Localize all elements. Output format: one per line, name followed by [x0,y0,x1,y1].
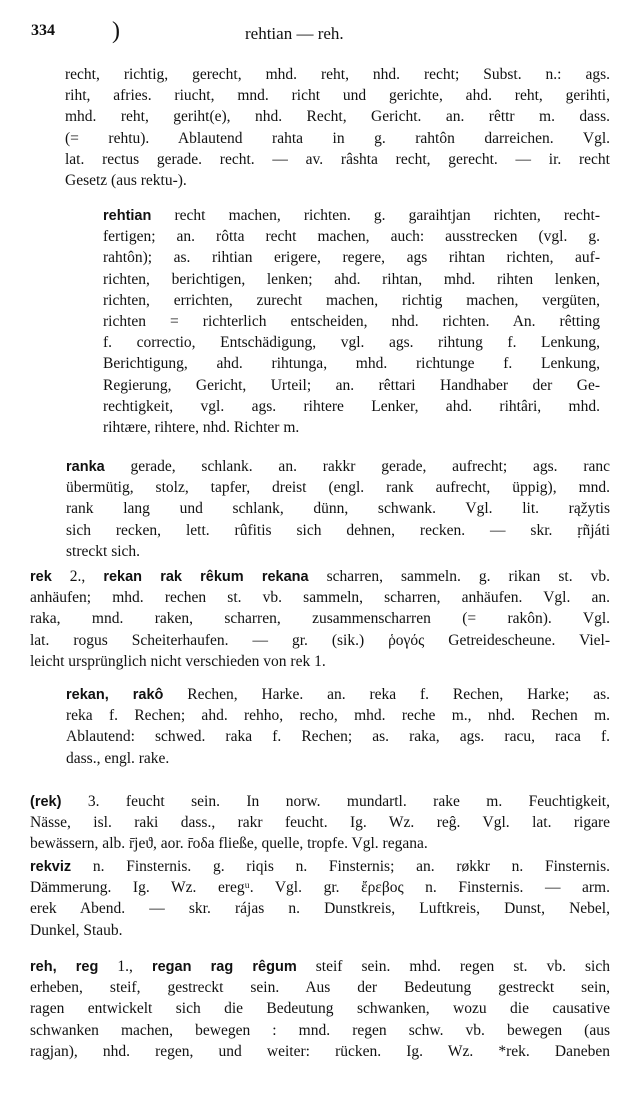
text-segment: riht, afries. riucht, mnd. richt und gerichte, ahd. reht, gerihti, [65,87,610,105]
text-segment: Nässe, isl. raki dass., rakr feucht. Ig. Wz. reĝ. Vgl. lat. rigare [30,814,610,832]
text-line [103,375,600,396]
text-segment: Gesetz (aus rektu-). [65,171,187,189]
text-line [103,226,600,247]
text-segment: streckt sich. [66,542,141,560]
text-segment: rahtôn); as. rihtian erigere, regere, ags rihtan richten, auf- [103,249,600,267]
headword: ranka [66,459,105,475]
headword: rek [30,569,52,585]
text-line [30,920,610,941]
text-segment: rihtære, rihtere, nhd. Richter m. [103,418,300,436]
entry-reh [30,956,610,1062]
text-line [103,311,600,332]
text-segment: schwanken machen, bewegen : mnd. regen schw. vb. bewegen (aus [30,1021,610,1039]
text-segment: mhd. reht, geriht(e), nhd. Recht, Gericht. an. rêttr m. dass. [65,108,610,126]
headword: (rek) [30,794,62,810]
text-segment: Berichtigung, ahd. rihtunga, mhd. richtunge f. Lenkung, [103,355,600,373]
text-line [30,812,610,833]
text-segment: sich recken, lett. rûfitis sich dehnen, recken. — skr. ṛñjáti [66,521,610,539]
text-line [103,269,600,290]
text-line [103,396,600,417]
text-line [66,541,610,562]
entry-rek-2 [30,566,610,672]
text-segment: erek Abend. — skr. rájas n. Dunstkreis, Luftkreis, Dunst, Nebel, [30,900,610,918]
text-line [30,566,610,587]
text-segment: ragen entwickelt sich die Bedeutung schwanken, wozu die causative [30,1000,610,1018]
text-segment: steif sein. mhd. regen st. vb. sich [296,958,610,975]
headword: rekan, rakô [66,687,164,703]
entry-rehtian [103,205,600,438]
text-segment: f. correctio, Entschädigung, vgl. ags. rihtung f. Lenkung, [103,334,600,352]
text-segment: rechtigkeit, vgl. ags. rihtere Lenker, ahd. rihtâri, mhd. [103,397,600,415]
text-segment: 1., [98,958,152,975]
text-line [65,128,610,149]
text-line [103,205,600,226]
text-segment: erheben, steif, gestreckt sein. Aus der Bedeutung gestreckt sein, [30,979,610,997]
text-segment: richten, berichtigen, lenken; ahd. rihtan, mhd. rihten lenken, [103,270,600,288]
headword: reh, reg [30,959,99,975]
headword: rekviz [30,859,72,875]
text-line [103,290,600,311]
text-segment: rank lang und schlank, dünn, schwank. Vgl. lit. rąžytis [66,500,610,518]
text-segment: lat. rectus gerade. recht. — av. râshta recht, gerecht. — ir. recht [65,150,610,168]
text-line [66,726,610,747]
text-segment: dass., engl. rake. [66,749,170,767]
text-line [103,332,600,353]
text-line [30,856,610,877]
headword: rehtian [103,208,152,224]
text-line [103,247,600,268]
text-line [30,877,610,898]
text-segment: gerade, schlank. an. rakkr gerade, aufrecht; ags. ranc [104,458,610,475]
text-segment: Dämmerung. Ig. Wz. eregᵘ. Vgl. gr. ἔρεβος n. Finsternis. — arm. [30,879,610,897]
text-line [65,106,610,127]
continuation [65,64,610,191]
text-line [66,705,610,726]
text-segment: 3. feucht sein. In norw. mundartl. rake m. Feuchtigkeit, [61,793,610,810]
text-line [103,417,600,438]
text-line [66,456,610,477]
text-line [30,833,610,854]
text-segment: n. Finsternis. g. riqis n. Finsternis; an. røkkr n. Finsternis. [71,858,610,875]
text-segment: scharren, sammeln. g. rikan st. vb. [308,568,611,585]
text-line [66,477,610,498]
text-segment: Regierung, Gericht, Urteil; an. rêttari Handhaber der Ge- [103,376,600,394]
text-segment: Dunkel, Staub. [30,921,123,939]
entry-rekviz [30,856,610,941]
text-line [103,353,600,374]
text-line [30,1041,610,1062]
text-line [30,651,610,672]
text-line [30,977,610,998]
margin-mark: ) [112,18,120,44]
text-segment: ragjan), nhd. regen, und weiter: rücken. Ig. Wz. *rek. Daneben [30,1042,610,1060]
text-segment: Ablautend: schwed. raka f. Rechen; as. raka, ags. racu, raca f. [66,728,610,746]
text-segment: reka f. Rechen; ahd. rehho, recho, mhd. reche m., nhd. Rechen m. [66,707,610,725]
text-line [66,498,610,519]
text-line [30,587,610,608]
headword: regan rag rêgum [151,959,297,975]
text-line [30,1020,610,1041]
text-segment: raka, mnd. raken, scharren, zusammenscharren (= rakôn). Vgl. [30,610,610,628]
text-segment: anhäufen; mhd. rechen st. vb. sammeln, scharren, anhäufen. Vgl. an. [30,589,610,607]
text-line [30,791,610,812]
text-segment: recht, richtig, gerecht, mhd. reht, nhd. recht; Subst. n.: ags. [65,66,610,83]
text-line [65,149,610,170]
entry-rekan [66,684,610,769]
text-line [65,170,610,191]
text-line [65,85,610,106]
text-line [30,608,610,629]
text-segment: Rechen, Harke. an. reka f. Rechen, Harke; as. [163,686,610,703]
entry-rek-3 [30,791,610,855]
text-line [30,630,610,651]
text-segment: lat. rogus Scheiterhaufen. — gr. (sik.) ῥογός Getreidescheune. Viel- [30,631,610,649]
text-segment: recht machen, richten. g. garaihtjan richten, recht- [151,207,600,224]
text-segment: übermütig, stolz, tapfer, dreist (engl. rank aufrecht, üppig), mnd. [66,479,610,497]
running-title: rehtian — reh. [245,24,344,43]
text-line [66,520,610,541]
page-number: 334 [31,22,55,39]
text-segment: richten, errichten, zurecht machen, richtig machen, vergüten, [103,291,600,309]
text-segment: fertigen; an. rôtta recht machen, auch: ausstrecken (vgl. g. [103,228,600,246]
text-line [65,64,610,85]
text-segment: richten = richterlich entscheiden, nhd. richten. An. rêtting [103,312,600,330]
entry-ranka [66,456,610,562]
text-line [30,998,610,1019]
text-segment: leicht ursprünglich nicht verschieden von rek 1. [30,652,326,670]
headword: rekan rak rêkum rekana [103,569,309,585]
text-segment: (= rehtu). Ablautend rahta in g. rahtôn darreichen. Vgl. [65,129,610,147]
text-line [66,684,610,705]
text-line [30,956,610,977]
text-segment: 2., [51,568,104,585]
text-line [66,748,610,769]
text-line [30,898,610,919]
text-segment: bewässern, alb. r̄jeϑ, aor. r̄oδa fließe, quelle, tropfe. Vgl. regana. [30,835,428,853]
